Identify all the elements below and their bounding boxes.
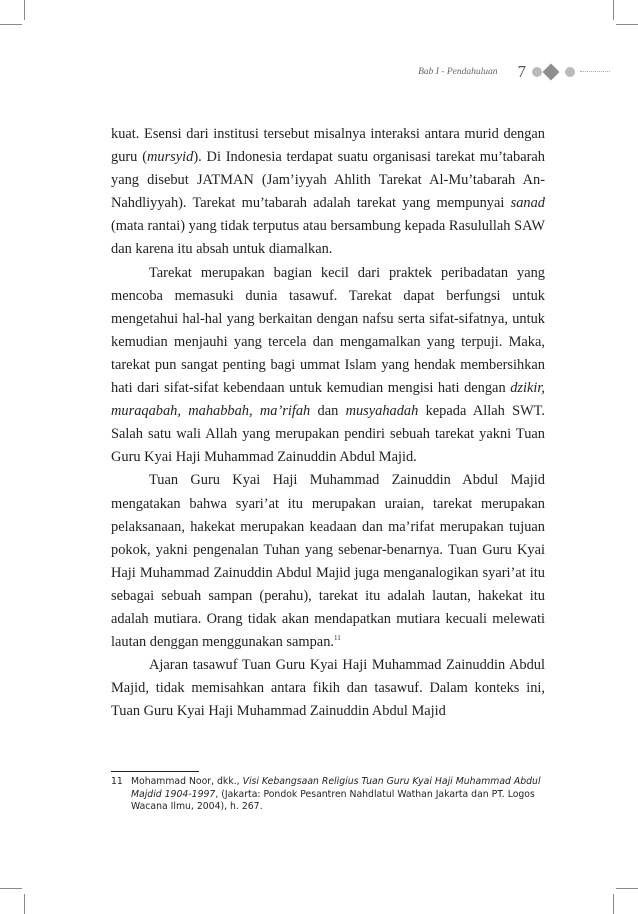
text-run: Ajaran tasawuf Tuan Guru Kyai Haji Muhammad Zainuddin Abdul Majid, tidak memisahkan antara fikih dan tasawuf. Dalam konteks ini, Tuan Guru Kyai Haji Muhammad Zainuddin Abdul Majid	[111, 657, 545, 720]
text-run: kepada Allah SWT. Salah satu wali Allah yang merupakan pendiri sebuah tarekat yakni Tuan Guru Kyai Haji Muhammad Zainuddin Abdul Majid.	[111, 403, 545, 466]
running-head: Bab I - Pendahuluan	[418, 67, 498, 77]
italic-term: sanad	[510, 195, 545, 212]
crop-mark-bottom-right	[613, 894, 614, 914]
italic-term: mursyid	[146, 149, 194, 166]
text-run: Mohammad Noor, dkk.,	[131, 776, 243, 787]
paragraph	[111, 262, 545, 470]
text-run: ,	[249, 403, 260, 420]
page-header	[418, 60, 612, 84]
italic-term: dzikir, muraqabah, mahabbah	[111, 380, 545, 420]
crop-mark-top-right	[613, 0, 614, 20]
crop-mark-left-bottom	[0, 888, 22, 889]
footnote-number: 11	[111, 776, 123, 787]
text-run: dan	[310, 403, 346, 420]
text-run: kuat. Esensi dari institusi tersebut misalnya interaksi antara murid dengan guru (	[111, 126, 545, 166]
italic-term: Visi Kebangsaan Religius Tuan Guru Kyai Haji Muhammad Abdul Majdid 1904-1997	[131, 776, 541, 800]
crop-mark-right-bottom	[616, 888, 638, 889]
text-run: (mata rantai) yang tidak terputus atau bersambung kepada Rasulullah SAW dan karena itu absah untuk diamalkan.	[111, 218, 545, 258]
crop-mark-right-top	[616, 24, 638, 25]
diamond-dots-ornament-icon	[532, 60, 612, 84]
crop-mark-top-left	[24, 0, 25, 20]
text-run: Tarekat merupakan bagian kecil dari praktek peribadatan yang mencoba memasuki dunia tasawuf. Tarekat dapat berfungsi untuk mengetahui hal-hal yang berkaitan dengan nafsu serta sifat-sifatnya, untuk kemudian menjauhi yang tercela dan mengamalkan yang terpuji. Maka, tarekat pun sangat penting bagi ummat Islam yang hendak membersihkan hati dari sifat-sifat kebendaan untuk kemudian mengisi hati dengan	[111, 264, 545, 397]
text-run: , (Jakarta: Pondok Pesantren Nahdlatul Wathan Jakarta dan PT. Logos Wacana Ilmu, 2004), h. 267.	[131, 788, 535, 813]
text-run: ). Di Indonesia terdapat suatu organisasi tarekat mu’tabarah yang disebut JATMAN (Jam’iyyah Ahlith Tarekat Al-Mu’tabarah An-Nahdliyyah). Tarekat mu’tabarah adalah tarekat yang mempunyai	[111, 149, 545, 212]
footnote-divider	[111, 771, 199, 772]
paragraph	[111, 654, 545, 723]
italic-term: ma’rifah	[259, 403, 311, 420]
text-run: Tuan Guru Kyai Haji Muhammad Zainuddin Abdul Majid mengatakan bahwa syari’at itu merupakan uraian, tarekat merupakan pelaksanaan, hakekat merupakan keadaan dan ma’rifat merupakan tujuan pokok, yakni pengenalan Tuhan yang sebenar-benarnya. Tuan Guru Kyai Haji Muhammad Zainuddin Abdul Majid juga menganalogikan syari’at itu sebagai sebuah sampan (perahu), tarekat itu adalah lautan, hakekat itu adalah mutiara. Orang tidak akan mendapatkan mutiara kecuali melewati lautan denggan menggunakan sampan.	[111, 472, 545, 651]
page-number: 7	[517, 62, 526, 81]
crop-mark-bottom-left	[24, 894, 25, 914]
italic-term: musyahadah	[345, 403, 419, 420]
body-text	[111, 123, 545, 723]
paragraph	[111, 469, 545, 654]
crop-mark-left-top	[0, 24, 22, 25]
footnote-reference: 11	[334, 634, 341, 643]
paragraph	[111, 123, 545, 262]
footnote-text	[131, 776, 545, 814]
footnote	[111, 776, 545, 814]
